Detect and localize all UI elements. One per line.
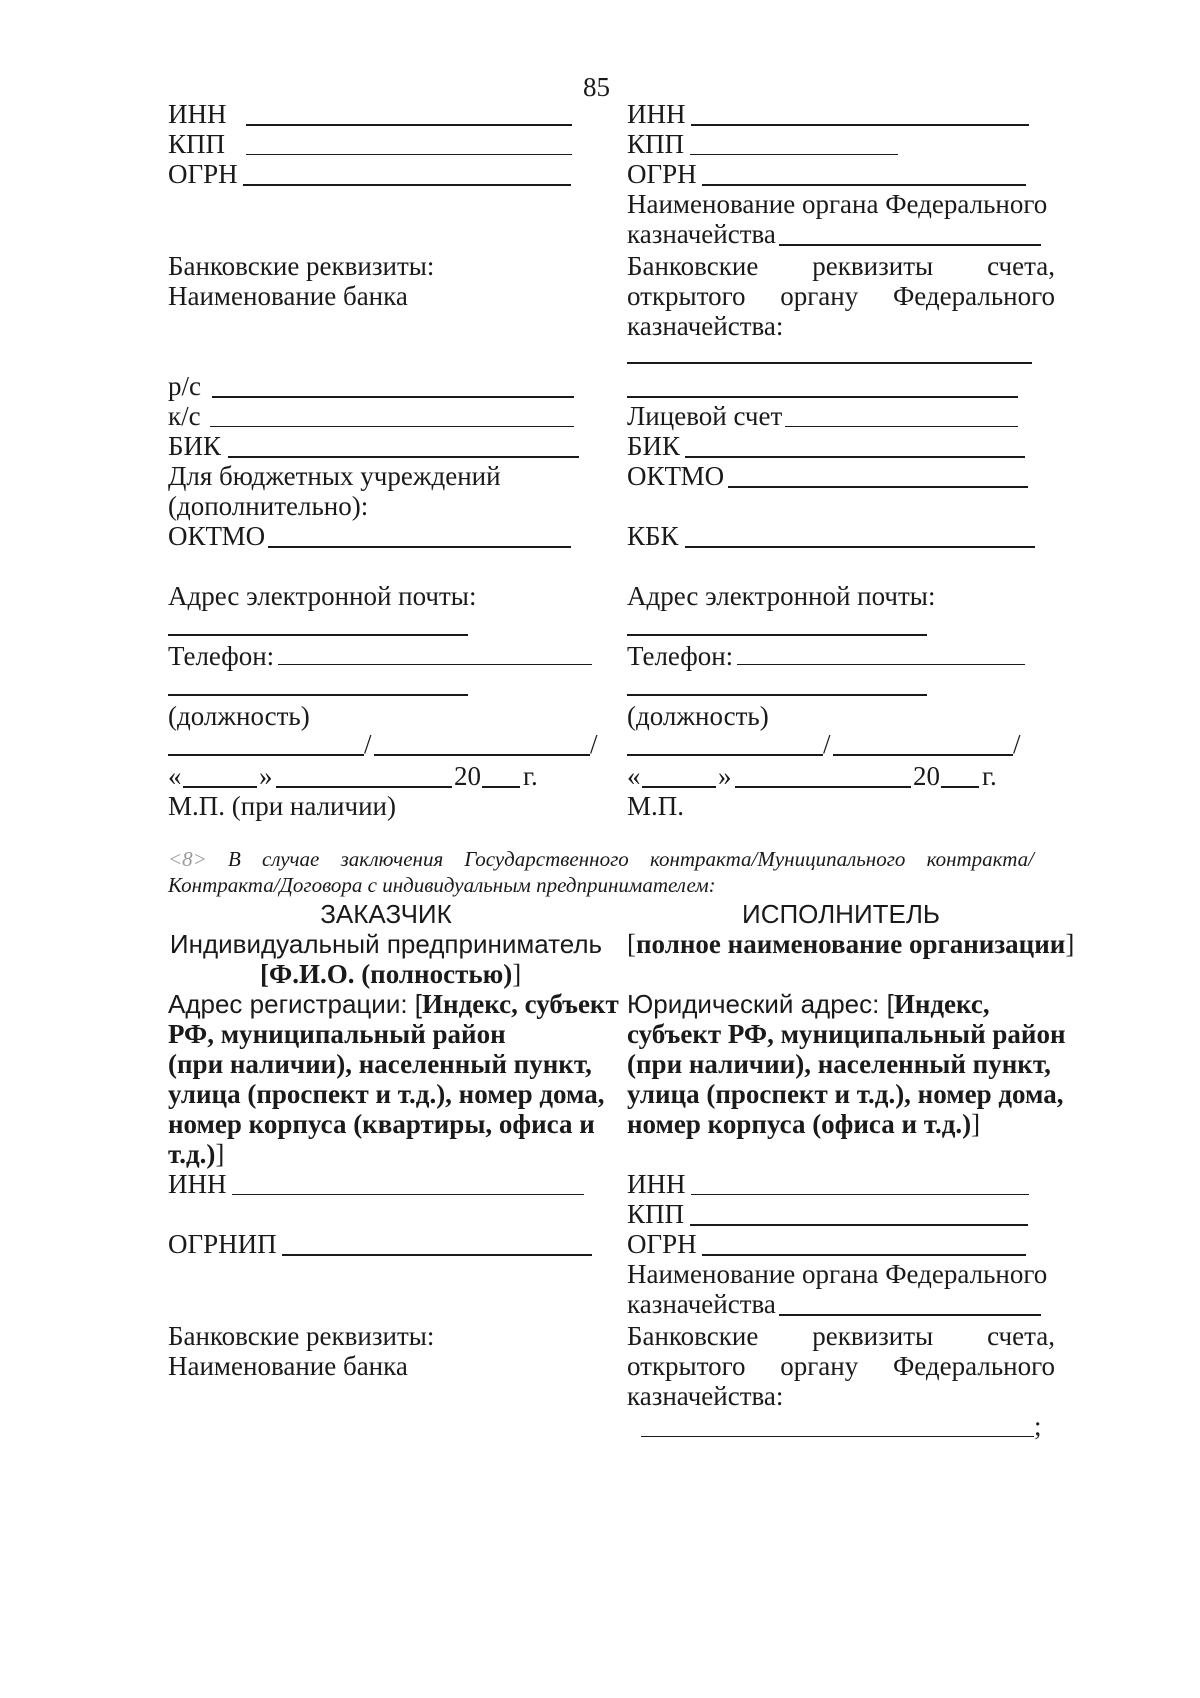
r1-bank-w3: счета, bbox=[987, 251, 1055, 281]
r2-kpp-line bbox=[690, 1224, 1028, 1226]
r2-treasury-1: Наименование органа Федерального bbox=[627, 1259, 1048, 1289]
r1-email-line bbox=[627, 634, 927, 636]
r1-bank-req-line bbox=[627, 250, 1055, 282]
r1-inn-label: ИНН bbox=[627, 99, 686, 129]
r2-opened-w3: Федерального bbox=[892, 1351, 1055, 1381]
l2-fio: Ф.И.О. (полностью) bbox=[269, 959, 513, 989]
l2-ogrnip-label: ОГРНИП bbox=[168, 1229, 277, 1259]
r1-treasury-1: Наименование органа Федерального bbox=[627, 189, 1048, 219]
l2-addr-b2: РФ, муниципальный район bbox=[168, 1019, 506, 1049]
r2-addr-close: ] bbox=[971, 1109, 981, 1139]
r2-addr-line-1 bbox=[627, 988, 990, 1020]
r1-oktmo-label: ОКТМО bbox=[627, 461, 725, 491]
note-w3: заключения bbox=[340, 847, 444, 871]
l1-ogrn-line bbox=[243, 184, 571, 186]
r2-treasury-3: казначейства: bbox=[627, 1381, 784, 1411]
r2-name-close: ] bbox=[1065, 929, 1075, 959]
r1-opened-line bbox=[627, 280, 1055, 312]
r1-account-line bbox=[785, 426, 1018, 427]
l1-rs-label: р/с bbox=[168, 371, 201, 401]
r1-ogrn-line bbox=[702, 184, 1026, 186]
r1-date-year: 20 bbox=[913, 761, 940, 791]
contractor-header: ИСПОЛНИТЕЛЬ bbox=[742, 899, 940, 929]
note-w4: Государственного bbox=[464, 847, 629, 871]
r2-opened-line bbox=[627, 1350, 1055, 1382]
r2-bank-w1: Банковские bbox=[627, 1321, 759, 1351]
r1-date-g: г. bbox=[982, 761, 997, 791]
note-w1: В bbox=[228, 847, 241, 871]
r1-kbk-line bbox=[685, 546, 1035, 548]
r2-addr-b2: субъект РФ, муниципальный район bbox=[627, 1019, 1066, 1049]
r2-addr-b1: Индекс, bbox=[893, 989, 990, 1019]
l1-inn-label: ИНН bbox=[168, 99, 227, 129]
l2-addr-end bbox=[168, 1138, 224, 1170]
r1-bank-w1: Банковские bbox=[627, 251, 759, 281]
r2-opened-w2: органу bbox=[780, 1351, 859, 1381]
l1-rs-line bbox=[212, 396, 574, 398]
r1-opened-w2: органу bbox=[780, 281, 859, 311]
l1-date-year: 20 bbox=[454, 761, 481, 791]
r1-inn-line bbox=[691, 124, 1029, 126]
l1-bank-name: Наименование банка bbox=[168, 281, 408, 311]
l2-fio-open: [ bbox=[260, 959, 269, 989]
r2-bank-w3: счета, bbox=[987, 1321, 1055, 1351]
r2-name-line bbox=[627, 928, 1074, 960]
r2-ogrn-line bbox=[702, 1254, 1026, 1256]
l1-ks-label: к/с bbox=[168, 401, 201, 431]
l1-mp-label: М.П. (при наличии) bbox=[168, 791, 396, 821]
l2-addr-b6: т.д.) bbox=[168, 1139, 216, 1169]
r2-addr-label: Юридический адрес: [ bbox=[627, 989, 894, 1019]
l1-date-g: г. bbox=[523, 761, 538, 791]
r1-mp-label: М.П. bbox=[627, 791, 685, 821]
r2-inn-label: ИНН bbox=[627, 1169, 686, 1199]
l1-inn-line bbox=[246, 124, 572, 126]
l2-fio-close: ] bbox=[512, 959, 522, 989]
r1-date-close: » bbox=[718, 761, 732, 791]
l2-addr-b4: улица (проспект и т.д.), номер дома, bbox=[168, 1079, 605, 1109]
r1-bik-label: БИК bbox=[627, 431, 681, 461]
r1-email-label: Адрес электронной почты: bbox=[627, 581, 936, 611]
l1-date-day-line bbox=[183, 786, 257, 788]
r1-bik-line bbox=[685, 456, 1025, 458]
r1-opened-w1: открытого bbox=[627, 281, 746, 311]
note-w2: случае bbox=[262, 847, 320, 871]
l2-bank-name: Наименование банка bbox=[168, 1351, 408, 1381]
r1-signature-line bbox=[627, 694, 927, 696]
r2-treasury-line bbox=[779, 1314, 1041, 1316]
r1-ogrn-label: ОГРН bbox=[627, 159, 697, 189]
l1-bank-req: Банковские реквизиты: bbox=[168, 251, 435, 281]
l1-budget-1: Для бюджетных учреждений bbox=[168, 461, 501, 491]
r1-account-label: Лицевой счет bbox=[627, 401, 783, 431]
r2-bank-w2: реквизиты bbox=[812, 1321, 934, 1351]
l1-date-close: » bbox=[259, 761, 273, 791]
customer-header: ЗАКАЗЧИК bbox=[320, 899, 452, 929]
note-line-2: Контракта/Договора с индивидуальным предпринимателем: bbox=[168, 873, 716, 897]
r1-phone-label: Телефон: bbox=[627, 641, 734, 671]
l1-oktmo-label: ОКТМО bbox=[168, 521, 266, 551]
r1-date-year-line bbox=[941, 786, 979, 788]
l1-date-month-line bbox=[276, 786, 452, 788]
l2-inn-label: ИНН bbox=[168, 1169, 227, 1199]
l1-slash-2: / bbox=[590, 729, 598, 759]
r2-name: полное наименование организации bbox=[636, 929, 1066, 959]
l2-addr-label: Адрес регистрации: [ bbox=[168, 989, 423, 1019]
r1-treasury-line bbox=[779, 244, 1041, 246]
l2-addr-close: ] bbox=[215, 1139, 225, 1169]
l2-addr-line-1 bbox=[168, 988, 619, 1020]
r2-kpp-label: КПП bbox=[627, 1199, 685, 1229]
r1-treasury-3: казначейства: bbox=[627, 311, 784, 341]
note-w6: контракта/ bbox=[926, 847, 1034, 871]
r2-addr-end bbox=[627, 1108, 980, 1140]
l1-sign-name-line bbox=[168, 754, 364, 756]
r2-inn-line bbox=[691, 1194, 1029, 1195]
l1-email-line bbox=[168, 634, 468, 636]
l2-fio-line bbox=[260, 958, 521, 990]
l1-sign-decode-line bbox=[374, 754, 590, 756]
l1-phone-line bbox=[278, 664, 592, 665]
r2-account-line bbox=[641, 1436, 1034, 1437]
l1-ks-line bbox=[210, 426, 574, 427]
note-line-1 bbox=[168, 846, 1034, 872]
r1-kpp-line bbox=[690, 154, 898, 155]
l1-phone-label: Телефон: bbox=[168, 641, 275, 671]
l2-bank-req: Банковские реквизиты: bbox=[168, 1321, 435, 1351]
r2-ogrn-label: ОГРН bbox=[627, 1229, 697, 1259]
r2-bank-req-line bbox=[627, 1320, 1055, 1352]
l1-slash-1: / bbox=[364, 729, 372, 759]
l1-date-year-line bbox=[482, 786, 520, 788]
l1-budget-2: (дополнительно): bbox=[168, 491, 369, 521]
r1-kbk-label: КБК bbox=[627, 521, 679, 551]
l1-position-label: (должность) bbox=[168, 701, 310, 731]
r2-addr-b4: улица (проспект и т.д.), номер дома, bbox=[627, 1079, 1064, 1109]
l1-kpp-line bbox=[246, 154, 572, 155]
l1-signature-line bbox=[168, 694, 468, 696]
r1-date-month-line bbox=[735, 786, 911, 788]
l2-ogrnip-line bbox=[282, 1254, 592, 1256]
r2-end-mark: ; bbox=[1034, 1411, 1042, 1441]
r1-slash-1: / bbox=[823, 729, 831, 759]
l2-addr-b1: Индекс, субъект bbox=[422, 989, 619, 1019]
r1-opened-w3: Федерального bbox=[892, 281, 1055, 311]
r2-opened-w1: открытого bbox=[627, 1351, 746, 1381]
l2-addr-b5: номер корпуса (квартиры, офиса и bbox=[168, 1109, 595, 1139]
l1-date-open: « bbox=[168, 761, 182, 791]
page-number: 85 bbox=[583, 72, 610, 102]
r2-name-open: [ bbox=[627, 929, 636, 959]
l1-kpp-label: КПП bbox=[168, 129, 226, 159]
r1-account-line-2 bbox=[627, 396, 1018, 398]
note-w5: контракта/Муниципального bbox=[649, 847, 906, 871]
l1-ogrn-label: ОГРН bbox=[168, 159, 238, 189]
r1-treasury-2: казначейства bbox=[627, 219, 776, 249]
r1-date-open: « bbox=[627, 761, 641, 791]
r1-kpp-label: КПП bbox=[627, 129, 685, 159]
r1-position-label: (должность) bbox=[627, 701, 769, 731]
r2-addr-b3: (при наличии), населенный пункт, bbox=[627, 1049, 1051, 1079]
r1-phone-line bbox=[737, 664, 1025, 665]
r1-account-line-1 bbox=[627, 362, 1032, 364]
r1-oktmo-line bbox=[728, 486, 1028, 488]
l2-inn-line bbox=[232, 1194, 584, 1195]
r2-treasury-2: казначейства bbox=[627, 1289, 776, 1319]
r1-bank-w2: реквизиты bbox=[812, 251, 934, 281]
l1-email-label: Адрес электронной почты: bbox=[168, 581, 477, 611]
r1-sign-decode-line bbox=[833, 754, 1013, 756]
r1-sign-name-line bbox=[627, 754, 823, 756]
l1-bik-line bbox=[228, 456, 579, 458]
r2-addr-b5: номер корпуса (офиса и т.д.) bbox=[627, 1109, 972, 1139]
l1-bik-label: БИК bbox=[168, 431, 222, 461]
r1-slash-2: / bbox=[1013, 729, 1021, 759]
l2-addr-b3: (при наличии), населенный пункт, bbox=[168, 1049, 592, 1079]
l2-ip-label: Индивидуальный предприниматель bbox=[169, 929, 603, 959]
l1-oktmo-line bbox=[268, 546, 571, 548]
note-w0: <8> bbox=[168, 847, 207, 871]
r1-date-day-line bbox=[642, 786, 716, 788]
